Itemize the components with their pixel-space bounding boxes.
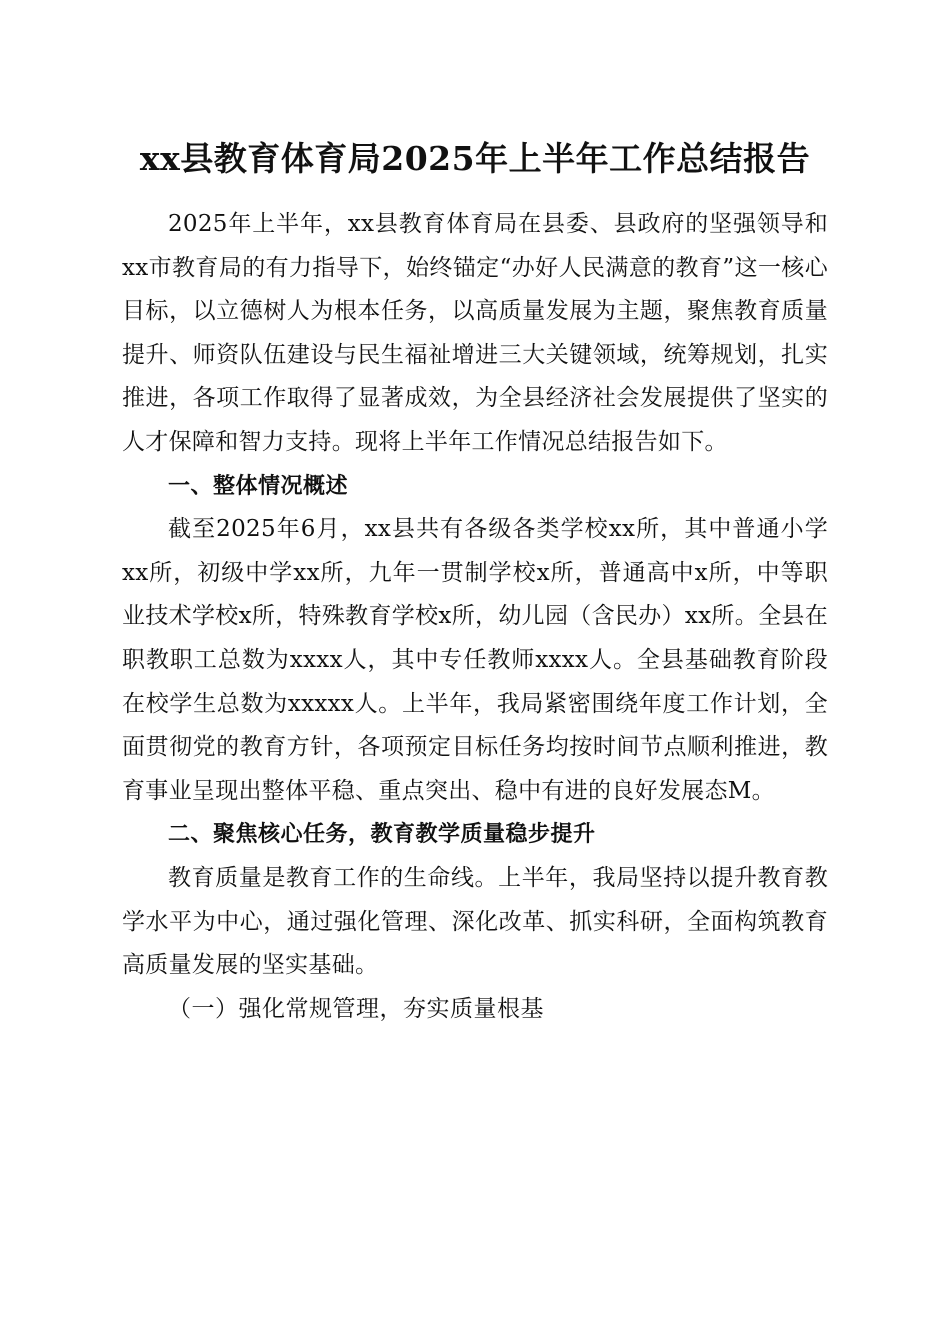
core-tasks-paragraph: 教育质量是教育工作的生命线。上半年，我局坚持以提升教育教学水平为中心，通过强化管理、深化改革、抓实科研，全面构筑教育高质量发展的坚实基础。 [122,864,828,979]
document-title: xx县教育体育局2025年上半年工作总结报告 [139,139,811,178]
document-body [122,203,828,1031]
overview-paragraph: 截至2025年6月，xx县共有各级各类学校xx所，其中普通小学xx所，初级中学xx所，九年一贯制学校x所，普通高中x所，中等职业技术学校x所，特殊教育学校x所，幼儿园（含民办）xx所。全县在职教职工总数为xxxx人，其中专任教师xxxx人。全县基础教育阶段在校学生总数为xxxxx人。上半年，我局紧密围绕年度工作计划，全面贯彻党的教育方针，各项预定目标任务均按时间节点顺利推进，教育事业呈现出整体平稳、重点突出、稳中有进的良好发展态M。 [122,516,828,804]
subheading-routine-management: （一）强化常规管理，夯实质量根基 [168,995,544,1022]
intro-paragraph: 2025年上半年，xx县教育体育局在县委、县政府的坚强领导和xx市教育局的有力指导下，始终锚定“办好人民满意的教育”这一核心目标，以立德树人为根本任务，以高质量发展为主题，聚焦教育质量提升、师资队伍建设与民生福祉增进三大关键领域，统筹规划，扎实推进，各项工作取得了显著成效，为全县经济社会发展提供了坚实的人才保障和智力支持。现将上半年工作情况总结报告如下。 [122,211,828,455]
section-heading-core-tasks: 二、聚焦核心任务，教育教学质量稳步提升 [168,822,596,848]
section-heading-overview: 一、整体情况概述 [168,473,349,499]
